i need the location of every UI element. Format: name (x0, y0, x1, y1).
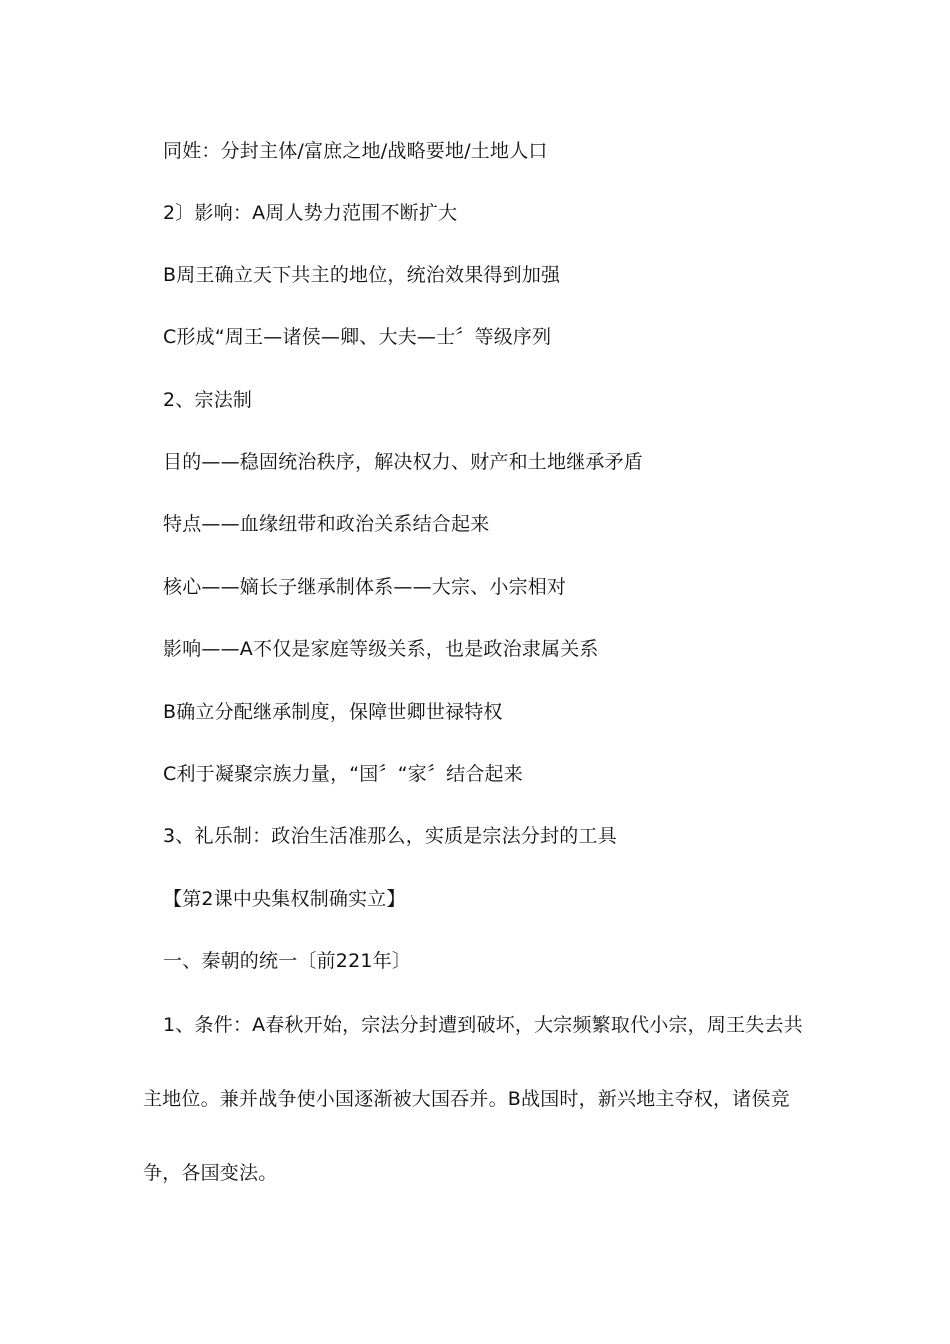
text-line: 核心——嫡长子继承制体系——大宗、小宗相对 (163, 576, 567, 598)
text-line: 同姓：分封主体/富庶之地/战略要地/土地人口 (163, 140, 548, 162)
text-paragraph (143, 988, 815, 1210)
section-heading: 一、秦朝的统一〔前221年〕 (163, 950, 412, 972)
section-heading: 2、宗法制 (163, 389, 253, 411)
text-line: 2〕影响：A周人势力范围不断扩大 (163, 202, 458, 224)
lesson-title: 【第2课中央集权制确实立】 (163, 888, 406, 910)
text-line: 特点——血缘纽带和政治关系结合起来 (163, 513, 490, 535)
text-line: C形成“周王—诸侯—卿、大夫—士〞等级序列 (163, 326, 552, 348)
text-line: B周王确立天下共主的地位，统治效果得到加强 (163, 264, 561, 286)
section-heading: 3、礼乐制：政治生活准那么，实质是宗法分封的工具 (163, 825, 617, 847)
text-line: 影响——A不仅是家庭等级关系，也是政治隶属关系 (163, 638, 599, 660)
text-line: 目的——稳固统治秩序，解决权力、财产和土地继承矛盾 (163, 451, 644, 473)
text-line: C利于凝聚宗族力量，“国〞“家〞结合起来 (163, 763, 523, 785)
text-line: B确立分配继承制度，保障世卿世禄特权 (163, 701, 503, 723)
paragraph-text: 1、条件：A春秋开始，宗法分封遭到破坏，大宗频繁取代小宗，周王失去共主地位。兼并战争使小国逐渐被大国吞并。B战国时，新兴地主夺权，诸侯竞争，各国变法。 (143, 1014, 803, 1184)
